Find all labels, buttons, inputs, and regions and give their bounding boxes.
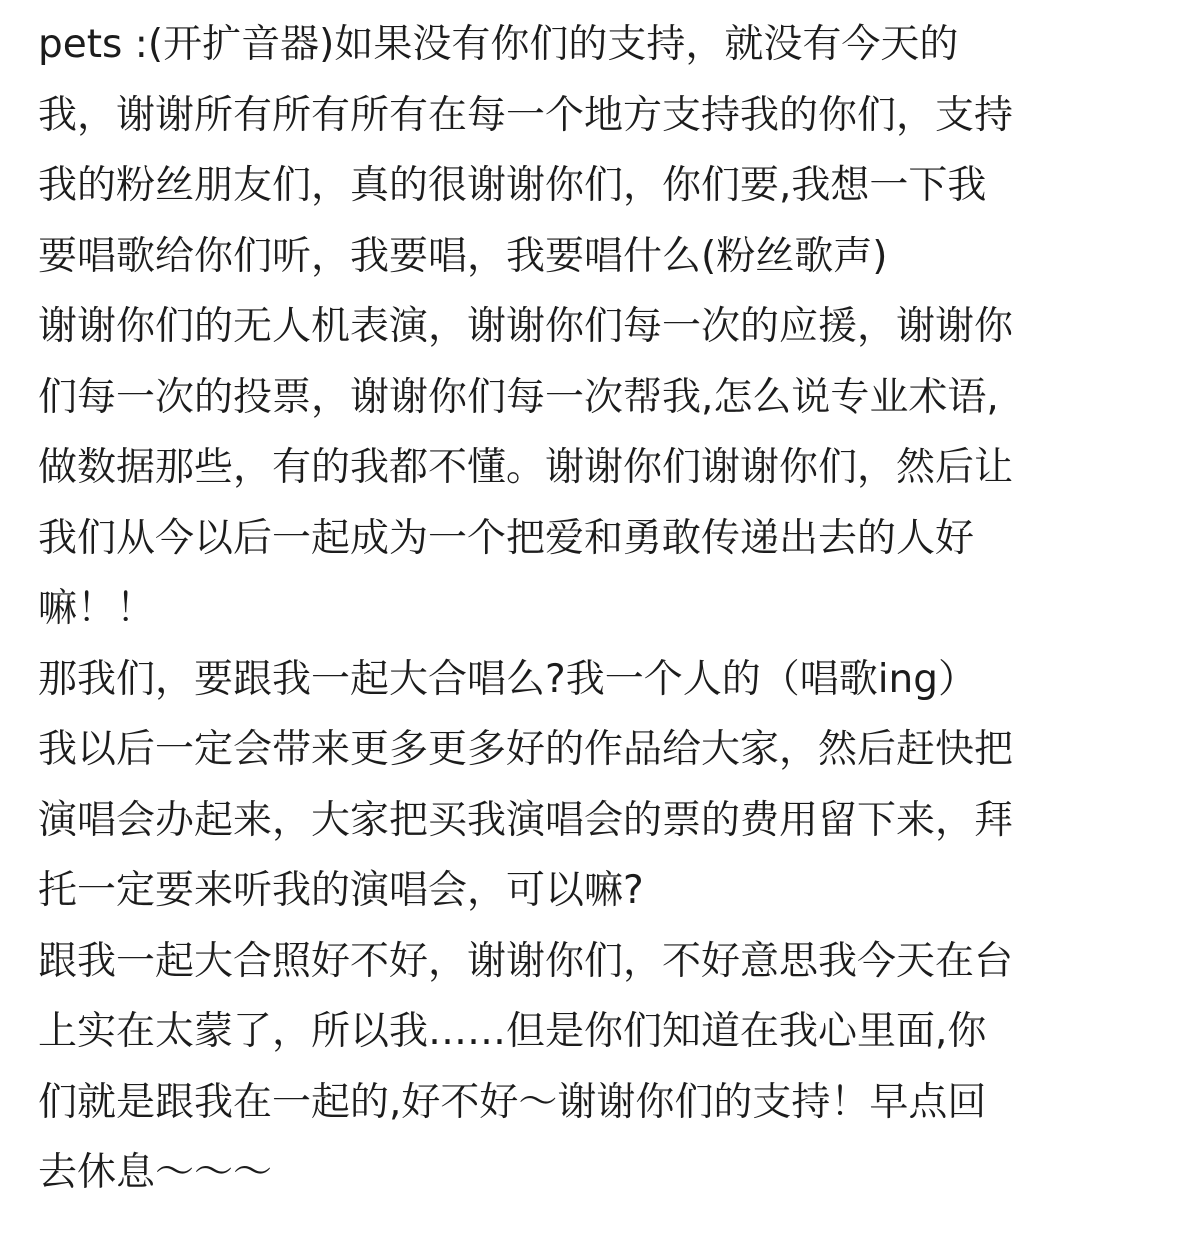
text-line: 嘛！！ xyxy=(38,586,156,631)
text-line: 我以后一定会带来更多更多好的作品给大家，然后赶快把 xyxy=(38,727,1014,772)
text-line: 要唱歌给你们听，我要唱，我要唱什么(粉丝歌声) xyxy=(38,233,888,279)
transcript-text xyxy=(38,10,1168,1209)
text-line: pets :(开扩音器)如果没有你们的支持，就没有今天的 xyxy=(38,22,959,67)
text-line: 做数据那些，有的我都不懂。谢谢你们谢谢你们，然后让 xyxy=(38,445,1014,490)
text-line: 托一定要来听我的演唱会，可以嘛? xyxy=(38,868,644,913)
text-line: 我，谢谢所有所有所有在每一个地方支持我的你们，支持 xyxy=(38,92,1014,138)
text-line: 我们从今以后一起成为一个把爱和勇敢传递出去的人好 xyxy=(38,515,975,561)
text-line: 那我们，要跟我一起大合唱么?我一个人的（唱歌ing） xyxy=(38,656,978,702)
text-line: 们就是跟我在一起的,好不好～谢谢你们的支持！早点回 xyxy=(38,1079,987,1125)
text-line: 跟我一起大合照好不好，谢谢你们，不好意思我今天在台 xyxy=(38,938,1014,984)
text-line: 去休息～～～ xyxy=(38,1150,273,1195)
text-line: 上实在太蒙了，所以我……但是你们知道在我心里面,你 xyxy=(38,1009,987,1054)
text-line: 谢谢你们的无人机表演，谢谢你们每一次的应援，谢谢你 xyxy=(38,304,1014,349)
text-line: 演唱会办起来，大家把买我演唱会的票的费用留下来，拜 xyxy=(38,797,1014,843)
text-line: 我的粉丝朋友们，真的很谢谢你们，你们要,我想一下我 xyxy=(38,163,987,208)
text-line: 们每一次的投票，谢谢你们每一次帮我,怎么说专业术语, xyxy=(38,374,999,420)
